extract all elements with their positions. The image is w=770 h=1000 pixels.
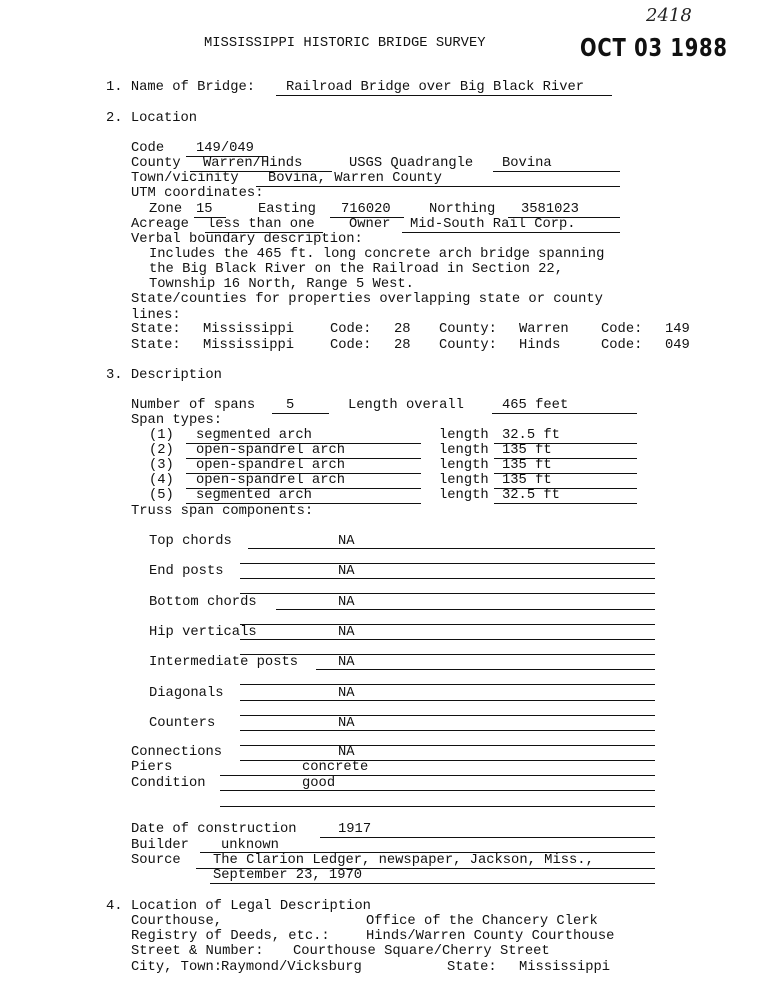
owner-value: Mid-South Rail Corp. xyxy=(410,217,576,232)
overlap-county-code: 149 xyxy=(665,322,690,337)
usgs-value: Bovina xyxy=(502,156,552,171)
connections-label: Connections xyxy=(131,745,223,760)
truss-components-label: Truss span components: xyxy=(131,504,314,519)
truss-component-extra-line xyxy=(240,715,655,716)
usgs-underline xyxy=(493,171,620,172)
span-type-value: open-spandrel arch xyxy=(196,473,346,488)
truss-component-label: Counters xyxy=(149,715,216,731)
span-number: (1) xyxy=(149,428,174,443)
span-length-label: length xyxy=(439,473,489,488)
city-value: Raymond/Vicksburg xyxy=(221,960,362,975)
length-overall-underline xyxy=(492,413,637,414)
truss-component-value: NA xyxy=(338,594,355,610)
span-number: (4) xyxy=(149,473,174,488)
truss-component-extra-line xyxy=(240,654,655,655)
truss-component-value: NA xyxy=(338,715,355,731)
acreage-label: Acreage xyxy=(131,217,189,232)
truss-component-label: Hip verticals xyxy=(149,624,257,640)
town-underline xyxy=(256,186,620,187)
northing-label: Northing xyxy=(429,202,496,217)
truss-component-value: NA xyxy=(338,655,355,671)
span-length-value: 135 ft xyxy=(502,473,552,488)
verbal-boundary-line: the Big Black River on the Railroad in Section 22, xyxy=(149,262,563,277)
span-types-label: Span types: xyxy=(131,413,223,428)
verbal-boundary-line: Township 16 North, Range 5 West. xyxy=(149,277,414,292)
condition-underline xyxy=(220,790,655,791)
source-underline-continued xyxy=(210,883,655,884)
source-value-continued: September 23, 1970 xyxy=(213,868,363,883)
source-label: Source xyxy=(131,853,181,868)
overlap-county-value: Warren xyxy=(519,322,569,337)
northing-value: 3581023 xyxy=(521,202,579,217)
truss-component-value: NA xyxy=(338,564,355,580)
overlap-code-label: Code: xyxy=(330,322,372,337)
form-title: MISSISSIPPI HISTORIC BRIDGE SURVEY xyxy=(204,36,486,51)
span-number: (5) xyxy=(149,488,174,503)
verbal-boundary-label: Verbal boundary description: xyxy=(131,232,363,247)
overlap-label: State/counties for properties overlapping state or county xyxy=(131,292,603,307)
easting-label: Easting xyxy=(258,202,316,217)
truss-component-extra-line xyxy=(240,684,655,685)
overlap-state-code: 28 xyxy=(394,338,411,353)
overlap-ccode-label: Code: xyxy=(601,322,643,337)
state-label: State: xyxy=(447,960,497,975)
span-type-value: open-spandrel arch xyxy=(196,458,346,473)
truss-component-label: Intermediate posts xyxy=(149,655,299,671)
handwritten-file-number: 2418 xyxy=(646,5,692,26)
date-construction-underline xyxy=(320,837,655,838)
length-overall-label: Length overall xyxy=(348,398,464,413)
span-length-value: 32.5 ft xyxy=(502,488,560,503)
truss-component-value: NA xyxy=(338,534,355,549)
state-value: Mississippi xyxy=(519,960,611,975)
truss-component-underline xyxy=(248,548,655,549)
city-label: City, Town: xyxy=(131,960,223,975)
location-heading: 2. Location xyxy=(106,111,198,126)
builder-value: unknown xyxy=(221,838,279,853)
bridge-name-underline xyxy=(276,95,612,96)
zone-value: 15 xyxy=(196,202,213,217)
town-value: Bovina, Warren County xyxy=(268,171,442,186)
builder-label: Builder xyxy=(131,838,189,853)
overlap-county-code: 049 xyxy=(665,338,690,353)
overlap-label: lines: xyxy=(131,308,181,323)
piers-label: Piers xyxy=(131,760,173,775)
overlap-state-code: 28 xyxy=(394,322,411,337)
overlap-state-label: State: xyxy=(131,338,181,353)
owner-underline xyxy=(402,232,620,233)
truss-component-label: End posts xyxy=(149,564,224,580)
easting-value: 716020 xyxy=(341,202,391,217)
span-length-value: 135 ft xyxy=(502,458,552,473)
span-number: (3) xyxy=(149,458,174,473)
truss-component-extra-line xyxy=(240,563,655,564)
truss-component-label: Diagonals xyxy=(149,685,224,701)
truss-component-extra-line xyxy=(240,624,655,625)
condition-value: good xyxy=(302,776,336,791)
registry-label: Registry of Deeds, etc.: xyxy=(131,929,330,944)
spans-value: 5 xyxy=(286,398,295,413)
courthouse-value: Office of the Chancery Clerk xyxy=(366,914,598,929)
verbal-boundary-line: Includes the 465 ft. long concrete arch bridge spanning xyxy=(149,247,605,262)
condition-label: Condition xyxy=(131,776,206,791)
truss-component-underline xyxy=(240,578,655,579)
courthouse-label: Courthouse, xyxy=(131,914,223,929)
span-number: (2) xyxy=(149,443,174,458)
span-type-value: open-spandrel arch xyxy=(196,443,346,458)
piers-value: concrete xyxy=(302,760,369,775)
truss-component-underline xyxy=(316,669,655,670)
overlap-state-value: Mississippi xyxy=(203,322,295,337)
street-value: Courthouse Square/Cherry Street xyxy=(293,944,550,959)
overlap-county-label: County: xyxy=(439,322,497,337)
length-overall-value: 465 feet xyxy=(502,398,569,413)
town-label: Town/vicinity xyxy=(131,171,239,186)
span-length-underline xyxy=(494,503,637,504)
span-type-underline xyxy=(186,503,421,504)
source-value: The Clarion Ledger, newspaper, Jackson, Miss., xyxy=(213,853,594,868)
truss-component-underline xyxy=(240,730,655,731)
bridge-name-value: Railroad Bridge over Big Black River xyxy=(286,80,585,95)
code-value: 149/049 xyxy=(196,141,254,156)
truss-component-label: Top chords xyxy=(149,534,232,549)
spans-underline xyxy=(272,413,329,414)
span-length-value: 135 ft xyxy=(502,443,552,458)
overlap-ccode-label: Code: xyxy=(601,338,643,353)
county-label: County xyxy=(131,156,181,171)
owner-label: Owner xyxy=(349,217,391,232)
usgs-label: USGS Quadrangle xyxy=(349,156,474,171)
span-length-label: length xyxy=(439,443,489,458)
truss-component-underline xyxy=(240,700,655,701)
description-heading: 3. Description xyxy=(106,368,222,383)
span-length-label: length xyxy=(439,488,489,503)
span-type-value: segmented arch xyxy=(196,488,312,503)
span-length-value: 32.5 ft xyxy=(502,428,560,443)
truss-component-underline xyxy=(240,639,655,640)
span-length-label: length xyxy=(439,428,489,443)
overlap-county-label: County: xyxy=(439,338,497,353)
county-value: Warren/Hinds xyxy=(203,156,303,171)
truss-component-label: Bottom chords xyxy=(149,594,257,610)
truss-component-underline xyxy=(276,609,655,610)
span-length-label: length xyxy=(439,458,489,473)
acreage-value: less than one xyxy=(207,217,315,232)
truss-component-value: NA xyxy=(338,624,355,640)
code-label: Code xyxy=(131,141,165,156)
connections-value: NA xyxy=(338,745,355,760)
bridge-name-label: 1. Name of Bridge: xyxy=(106,80,256,95)
span-type-value: segmented arch xyxy=(196,428,312,443)
date-construction-value: 1917 xyxy=(338,822,372,837)
overlap-code-label: Code: xyxy=(330,338,372,353)
utm-label: UTM coordinates: xyxy=(131,186,264,201)
piers-underline xyxy=(220,775,655,776)
truss-component-extra-line xyxy=(240,745,655,746)
truss-component-extra-line xyxy=(240,593,655,594)
condition-extra-line xyxy=(220,806,655,807)
legal-description-heading: 4. Location of Legal Description xyxy=(106,899,371,914)
registry-value: Hinds/Warren County Courthouse xyxy=(366,929,615,944)
date-construction-label: Date of construction xyxy=(131,822,297,837)
overlap-county-value: Hinds xyxy=(519,338,561,353)
overlap-state-value: Mississippi xyxy=(203,338,295,353)
truss-component-value: NA xyxy=(338,685,355,701)
zone-label: Zone xyxy=(149,202,183,217)
overlap-state-label: State: xyxy=(131,322,181,337)
received-date-stamp: OCT 03 1988 xyxy=(580,33,728,62)
spans-label: Number of spans xyxy=(131,398,256,413)
street-label: Street & Number: xyxy=(131,944,264,959)
